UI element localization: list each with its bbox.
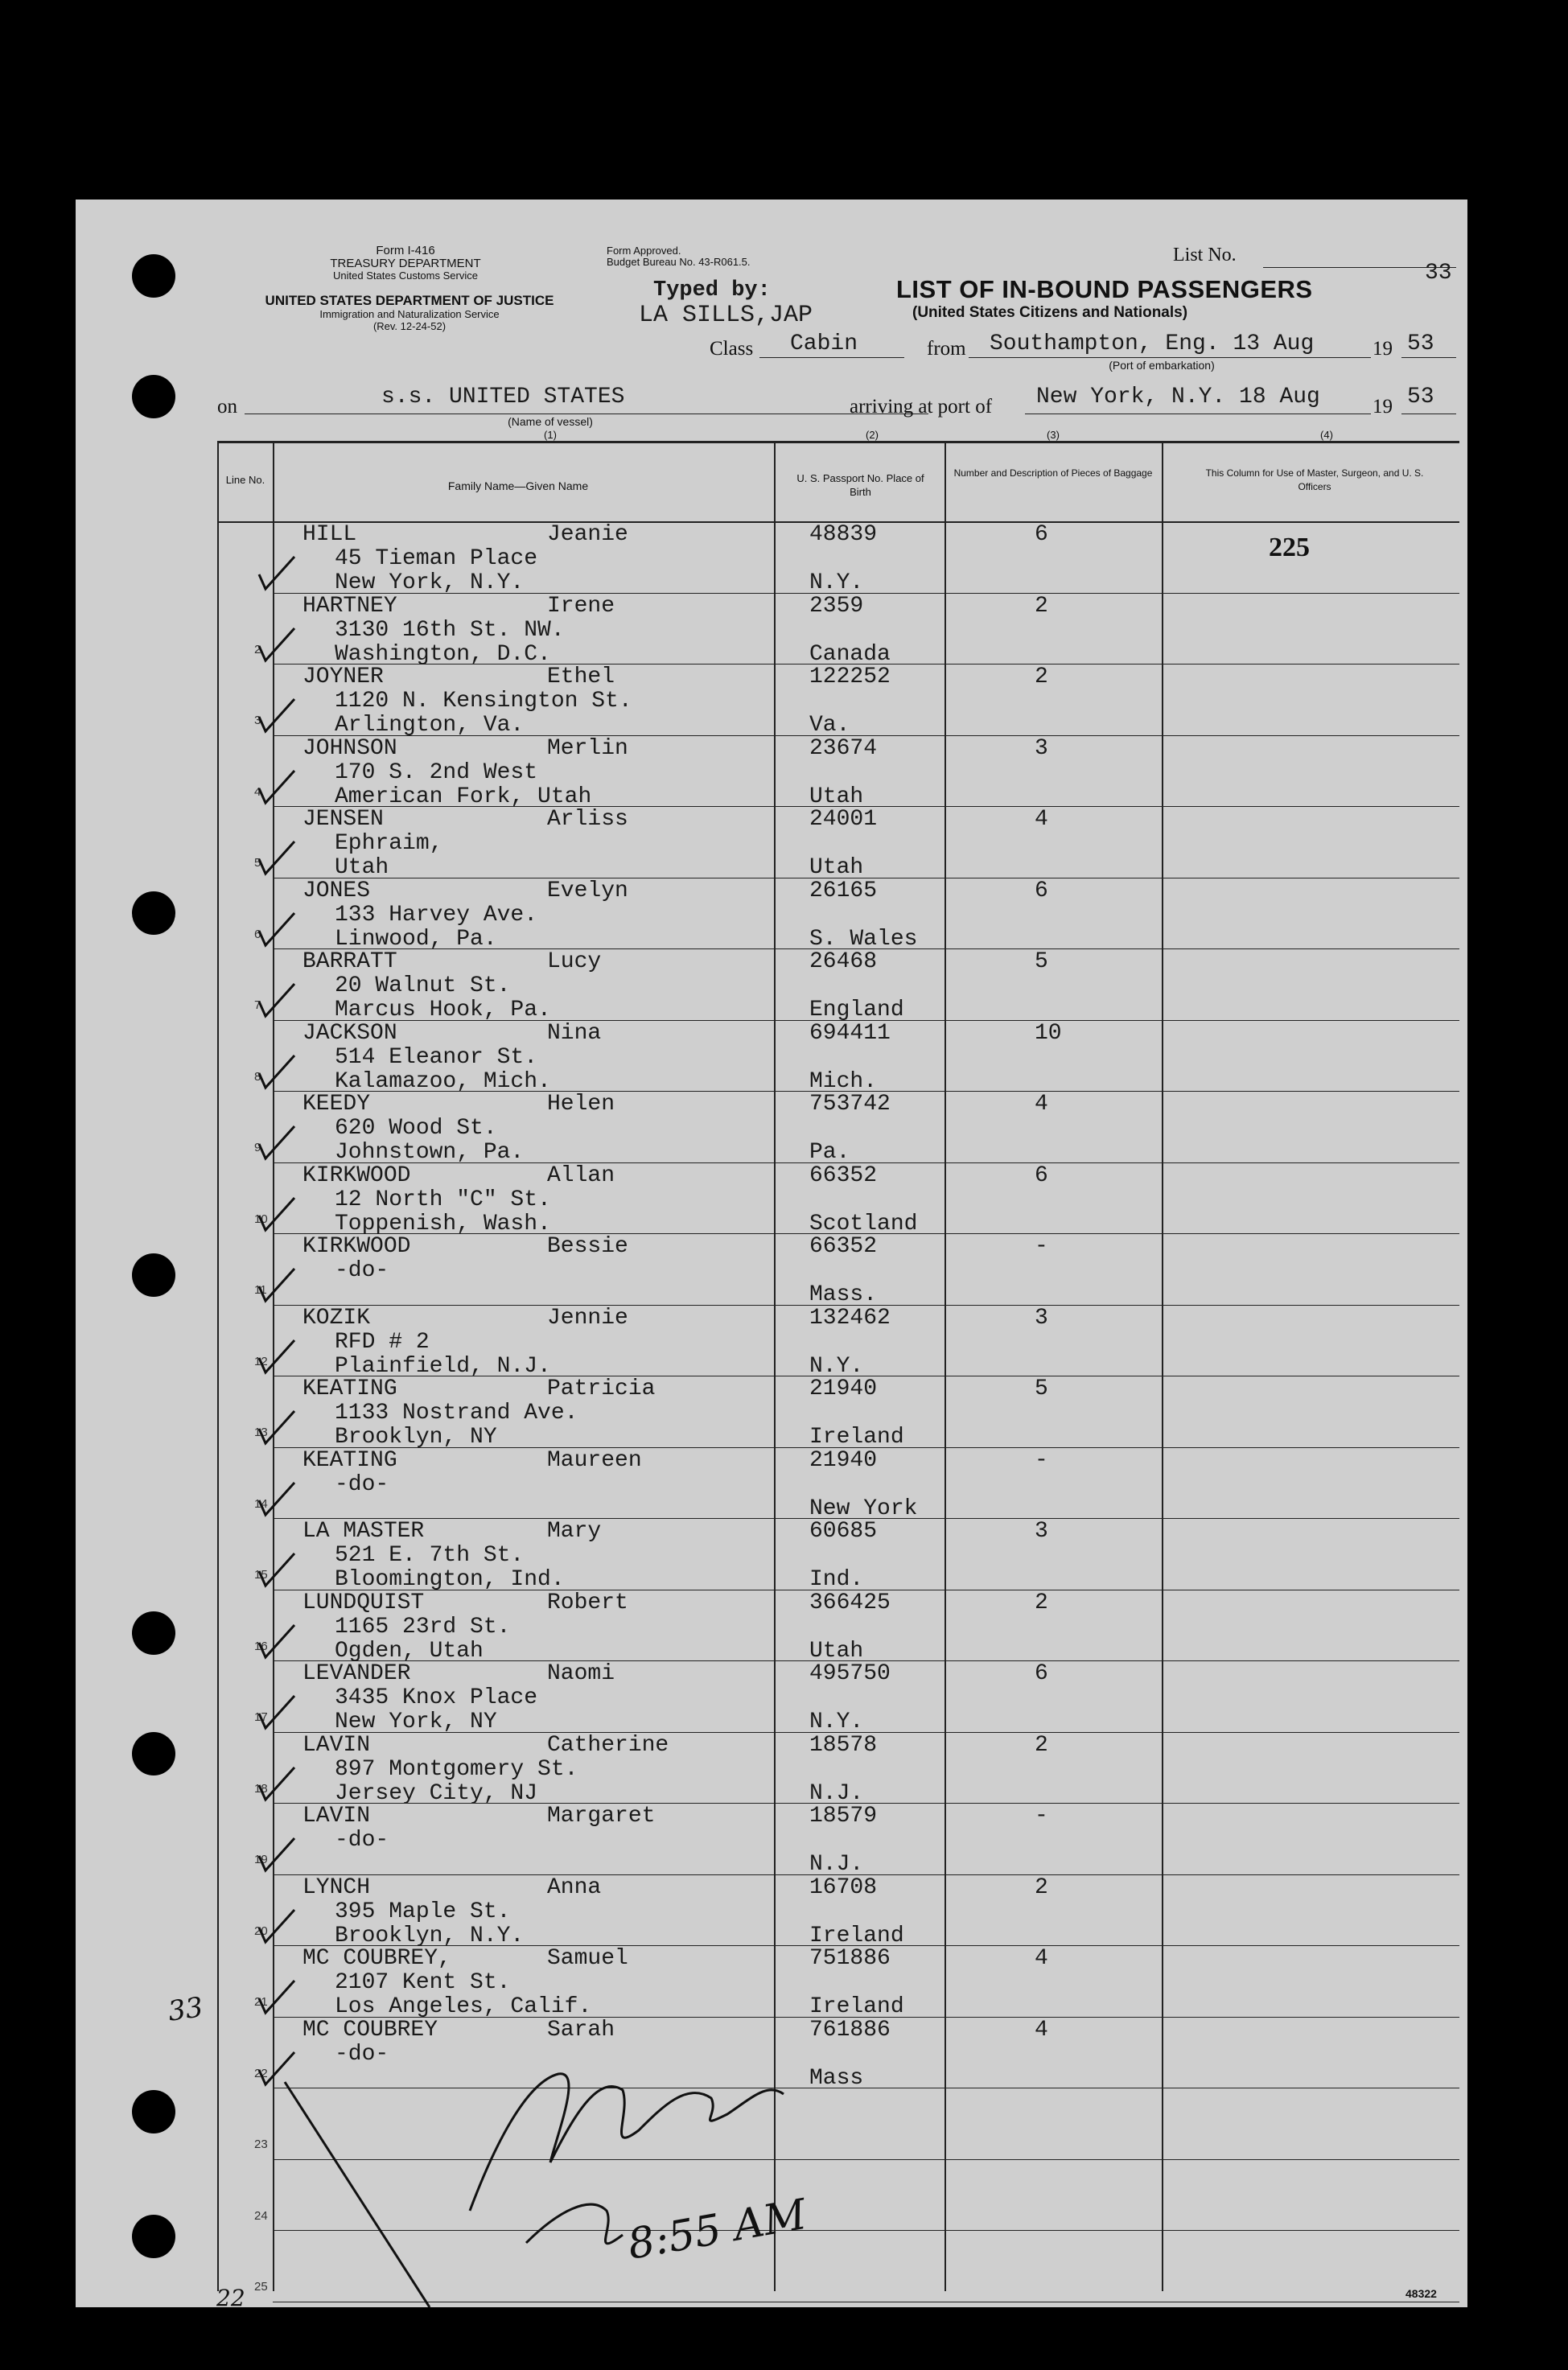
- check-mark-icon: [253, 1049, 301, 1097]
- passport-number: 60685: [809, 1519, 878, 1544]
- line-number: 12: [254, 1354, 268, 1368]
- address-line-1: 45 Tieman Place: [335, 546, 538, 571]
- family-name: KEATING: [302, 1376, 397, 1401]
- address-line-2: Plainfield, N.J.: [335, 1353, 551, 1379]
- family-name: JACKSON: [302, 1020, 397, 1046]
- family-name: JOHNSON: [302, 735, 397, 761]
- address-line-2: Utah: [335, 855, 389, 880]
- place-of-birth: Ireland: [809, 1923, 904, 1948]
- form-subtitle: (United States Citizens and Nationals): [912, 304, 1188, 321]
- line-number: 3: [254, 714, 261, 727]
- address-line-2: New York, N.Y.: [335, 570, 525, 595]
- given-name: Bessie: [547, 1234, 628, 1259]
- passport-number: 761886: [809, 2017, 891, 2043]
- revision-date: (Rev. 12-24-52): [372, 320, 447, 332]
- given-name: Margaret: [547, 1804, 656, 1829]
- check-mark-icon: [253, 1974, 301, 2022]
- baggage-count: 5: [1035, 1376, 1048, 1401]
- passenger-row: [76, 1804, 1467, 1876]
- passport-number: 751886: [809, 1946, 891, 1971]
- address-line-2: Arlington, Va.: [335, 713, 525, 738]
- place-of-birth: Mass: [809, 2065, 864, 2091]
- form-number: Form I-416: [376, 244, 435, 257]
- ins-service: Immigration and Naturalization Service: [319, 308, 500, 320]
- customs-service: United States Customs Service: [333, 270, 478, 282]
- place-of-birth: S. Wales: [809, 926, 918, 952]
- address-line-2: Johnstown, Pa.: [335, 1140, 525, 1165]
- given-name: Mary: [547, 1519, 602, 1544]
- form-approved: Form Approved.: [607, 245, 681, 257]
- address-line-2: Ogden, Utah: [335, 1638, 484, 1664]
- place-of-birth: Ireland: [809, 1994, 904, 2019]
- given-name: Helen: [547, 1092, 615, 1117]
- baggage-count: 4: [1035, 807, 1048, 832]
- passport-number: 21940: [809, 1376, 878, 1401]
- embarkation-year: 53: [1407, 331, 1434, 356]
- col-officers: This Column for Use of Master, Surgeon, and U. S. Officers: [1205, 467, 1424, 492]
- place-of-birth: Mich.: [809, 1068, 878, 1094]
- passport-number: 26165: [809, 878, 878, 903]
- address-line-1: -do-: [335, 1258, 389, 1283]
- place-of-birth: N.J.: [809, 1780, 864, 1806]
- check-mark-icon: [253, 1476, 301, 1524]
- check-mark-icon: [253, 977, 301, 1026]
- passport-number: 694411: [809, 1020, 891, 1046]
- address-line-1: 1120 N. Kensington St.: [335, 689, 632, 714]
- list-number: 33: [1425, 261, 1452, 286]
- arriving-label: arriving at port of: [850, 396, 993, 418]
- given-name: Irene: [547, 593, 615, 619]
- port-caption: (Port of embarkation): [1109, 359, 1215, 372]
- check-mark-icon: [253, 1191, 301, 1240]
- passenger-row: [76, 879, 1467, 951]
- place-of-birth: Mass.: [809, 1282, 878, 1307]
- check-mark-icon: [253, 1832, 301, 1880]
- place-of-birth: Va.: [809, 713, 850, 738]
- family-name: LAVIN: [302, 1732, 371, 1758]
- family-name: LA MASTER: [302, 1519, 425, 1544]
- baggage-count: -: [1035, 1447, 1048, 1473]
- given-name: Nina: [547, 1020, 602, 1046]
- passenger-row: [76, 808, 1467, 879]
- baggage-count: 2: [1035, 593, 1048, 619]
- passenger-row: [76, 1591, 1467, 1663]
- punch-hole: [132, 254, 175, 298]
- family-name: MC COUBREY,: [302, 1946, 451, 1971]
- given-name: Samuel: [547, 1946, 628, 1971]
- address-line-1: 12 North "C" St.: [335, 1187, 551, 1212]
- vessel-caption: (Name of vessel): [508, 415, 593, 428]
- passenger-row: [76, 2161, 1467, 2232]
- line-number: 5: [254, 856, 261, 870]
- passenger-row: [76, 2018, 1467, 2090]
- line-number: 7: [254, 998, 261, 1012]
- family-name: LUNDQUIST: [302, 1590, 425, 1615]
- given-name: Sarah: [547, 2017, 615, 2043]
- baggage-count: 3: [1035, 735, 1048, 761]
- form-title: LIST OF IN-BOUND PASSENGERS: [896, 275, 1313, 303]
- baggage-count: 2: [1035, 1874, 1048, 1900]
- given-name: Robert: [547, 1590, 628, 1615]
- embarkation-port: Southampton, Eng. 13 Aug: [990, 331, 1315, 356]
- line-number: 13: [254, 1426, 268, 1439]
- family-name: JOYNER: [302, 665, 384, 689]
- passenger-row: [76, 1876, 1467, 1948]
- col-baggage: Number and Description of Pieces of Baggage: [953, 467, 1153, 479]
- baggage-count: -: [1035, 1804, 1048, 1829]
- address-line-1: 3435 Knox Place: [335, 1685, 538, 1710]
- address-line-2: Brooklyn, NY: [335, 1425, 497, 1450]
- baggage-count: 3: [1035, 1305, 1048, 1331]
- passenger-row: [76, 2089, 1467, 2161]
- check-mark-icon: [253, 1689, 301, 1738]
- vessel-name: s.s. UNITED STATES: [381, 385, 625, 409]
- baggage-count: 5: [1035, 949, 1048, 974]
- place-of-birth: England: [809, 998, 904, 1022]
- address-line-1: 521 E. 7th St.: [335, 1543, 525, 1568]
- address-line-1: 2107 Kent St.: [335, 1970, 511, 1995]
- table-top-rule: [217, 441, 1459, 443]
- address-line-1: RFD # 2: [335, 1329, 430, 1355]
- arrival-port: New York, N.Y. 18 Aug: [1036, 385, 1320, 409]
- address-line-1: 395 Maple St.: [335, 1899, 511, 1924]
- baggage-count: 10: [1035, 1020, 1062, 1046]
- line-number: 20: [254, 1924, 268, 1938]
- address-line-1: 3130 16th St. NW.: [335, 617, 565, 643]
- passport-number: 26468: [809, 949, 878, 974]
- line-number: 8: [254, 1069, 261, 1084]
- passport-number: 495750: [809, 1661, 891, 1686]
- check-mark-icon: [253, 835, 301, 883]
- address-line-1: 1133 Nostrand Ave.: [335, 1401, 578, 1426]
- passport-number: 23674: [809, 735, 878, 761]
- place-of-birth: New York: [809, 1496, 918, 1521]
- place-of-birth: Canada: [809, 641, 891, 667]
- check-mark-icon: [253, 1903, 301, 1952]
- line-number: 4: [254, 784, 261, 799]
- line-number: 15: [254, 1568, 268, 1582]
- given-name: Lucy: [547, 949, 602, 974]
- place-of-birth: Scotland: [809, 1211, 918, 1236]
- line-number: 9: [254, 1141, 261, 1154]
- on-label: on: [217, 396, 237, 418]
- family-name: KEEDY: [302, 1092, 371, 1117]
- baggage-count: 4: [1035, 1946, 1048, 1971]
- check-mark-icon: [253, 1334, 301, 1382]
- passenger-row: [76, 950, 1467, 1022]
- passenger-row: [76, 1734, 1467, 1805]
- check-mark-icon: [253, 764, 301, 813]
- address-line-2: American Fork, Utah: [335, 784, 592, 809]
- passenger-row: [76, 1235, 1467, 1306]
- passport-number: 753742: [809, 1092, 891, 1117]
- passenger-list-form: Form I-416 TREASURY DEPARTMENT United States Customs Service UNITED STATES DEPARTMENT OF JUSTICE Immigration and Naturalization Service (Rev. 12-24-52) Form Approved. Budget Bureau No. 43-R061.5. Typed by: LA SILLS,JAP List No. 33 LIST OF IN-BOUND PASSENGERS (United States Citizens and Nationals) Class Cabin from Southampton, Eng. 13 Aug 19 53 (Port of embarkation) on s.s. UNITED STATES (Name of vessel) (1) arriving at port of New York, N.Y. 18 Aug 19 53 (2) (3) (4) Line No. Family Name—Given Name U. S. Passport No. Place of Birth Number and Description of Pieces of Baggage This Column for Use of Master, Surgeon, and U. S. Officers 225 HILL Jeanie 45 Tieman Place New York, N.Y. 48839 N.Y. 6 2 HARTNEY Irene 3130 16th St. NW. Washington, D.C. 2359 Canada 2 3 JOYNER Ethel 1120 N. Kensington St. Arlington, Va. 122252 Va. 2 4 JOHNSON Merlin 170 S. 2nd West American Fork, Utah 23674 Utah 3 5 JENSEN Arliss Ephraim, Utah 24001 Utah 4 6 JONES Evelyn 133 Harvey Ave. Linwood, Pa. 26165 S. Wales 6 7 BARRATT Lucy 20 Walnut St. Marcus Hook, Pa. 26468 England 5 8 JACKSON Nina 514 Eleanor St. Kalamazoo, Mich. 694411 Mich. 10 9 KEEDY Helen 620 Wood St. Johnstown, Pa. 753742 Pa. 4 10 KIRKWOOD Allan 12 North "C" St. Toppenish, Wash. 66352 Scotland 6 11 KIRKWOOD Bessie -do- 66352 Mass. - 12 KOZIK Jennie RFD # 2 Plainfield, N.J. 132462 N.Y. 3 13 KEATING Patricia 1133 Nostrand Ave. Brooklyn, NY 21940 Ireland 5 14 KEATING Maureen -do- 21940 New York - 15 LA MASTER Mary 521 E. 7th St. Bloomington, Ind. 60685 Ind. 3 16 LUNDQUIST Robert 1165 23rd St. Ogden, Utah 366425 Utah 2 17 LEVANDER Naomi 3435 Knox Place New York, NY 495750 N.Y. 6 18 LAVIN Catherine 897 Montgomery St. Jersey City, NJ 18578 N.J. 2 19 LAVIN Margaret -do- 18579 N.J. - 20 LYNCH Anna 395 Maple St. Brooklyn, N.Y. 16708 Ireland 2 21 MC COUBREY, Samuel 2107 Kent St. Los Angeles, Calif. 751886 Ireland 4 22 MC COUBREY Sarah -do- 761886 Mass 4 23 24 25 33 22 48322 8:55 AM: [76, 200, 1467, 2307]
- family-name: HILL: [302, 522, 357, 547]
- passport-number: 66352: [809, 1162, 878, 1188]
- address-line-1: -do-: [335, 1828, 389, 1853]
- address-line-2: Bloomington, Ind.: [335, 1567, 565, 1592]
- passport-number: 48839: [809, 522, 878, 547]
- baggage-count: 4: [1035, 2017, 1048, 2043]
- address-line-2: Toppenish, Wash.: [335, 1211, 551, 1236]
- address-line-2: Los Angeles, Calif.: [335, 1994, 592, 2019]
- line-number: 17: [254, 1710, 268, 1724]
- family-name: JENSEN: [302, 807, 384, 832]
- line-number: 21: [254, 1995, 268, 2009]
- passenger-row: [76, 2232, 1467, 2303]
- line-number: 19: [254, 1853, 268, 1866]
- address-line-1: 133 Harvey Ave.: [335, 902, 538, 928]
- address-line-1: -do-: [335, 2041, 389, 2067]
- address-line-2: Linwood, Pa.: [335, 926, 497, 952]
- check-mark-icon: [253, 1405, 301, 1453]
- line-number: 16: [254, 1639, 268, 1653]
- address-line-2: Jersey City, NJ: [335, 1780, 538, 1806]
- list-no-label: List No.: [1173, 245, 1237, 265]
- signature-time: 8:55 AM: [623, 2190, 810, 2269]
- family-name: MC COUBREY: [302, 2017, 438, 2043]
- passenger-row: [76, 1377, 1467, 1449]
- baggage-count: 3: [1035, 1519, 1048, 1544]
- baggage-count: 6: [1035, 878, 1048, 903]
- address-line-2: New York, NY: [335, 1710, 497, 1734]
- address-line-1: 1165 23rd St.: [335, 1614, 511, 1640]
- address-line-1: -do-: [335, 1471, 389, 1497]
- given-name: Arliss: [547, 807, 628, 832]
- given-name: Jeanie: [547, 522, 628, 547]
- address-line-1: 170 S. 2nd West: [335, 759, 538, 785]
- passenger-row: [76, 1164, 1467, 1236]
- col-passport: U. S. Passport No. Place of Birth: [796, 472, 924, 498]
- arrival-year: 53: [1407, 385, 1434, 409]
- col-family-name: Family Name—Given Name: [447, 479, 589, 492]
- passenger-row: [76, 1306, 1467, 1378]
- passenger-row: [76, 1449, 1467, 1520]
- passenger-row: [76, 1520, 1467, 1591]
- address-line-1: 20 Walnut St.: [335, 973, 511, 998]
- passport-number: 24001: [809, 807, 878, 832]
- address-line-1: Ephraim,: [335, 831, 443, 856]
- check-mark-icon: [253, 2046, 301, 2094]
- family-name: LEVANDER: [302, 1661, 411, 1686]
- check-mark-icon: [253, 1120, 301, 1168]
- bottom-note: 22: [216, 2285, 245, 2307]
- place-of-birth: N.Y.: [809, 1710, 864, 1734]
- given-name: Anna: [547, 1874, 602, 1900]
- baggage-count: 2: [1035, 1732, 1048, 1758]
- given-name: Evelyn: [547, 878, 628, 903]
- typed-by-value: LA SILLS,JAP: [639, 302, 813, 329]
- place-of-birth: Ind.: [809, 1567, 864, 1592]
- family-name: KEATING: [302, 1447, 397, 1473]
- passport-number: 122252: [809, 665, 891, 689]
- family-name: KIRKWOOD: [302, 1162, 411, 1188]
- place-of-birth: Utah: [809, 855, 864, 880]
- family-name: JONES: [302, 878, 371, 903]
- address-line-1: 620 Wood St.: [335, 1116, 497, 1141]
- passenger-row: [76, 595, 1467, 666]
- passport-number: 366425: [809, 1590, 891, 1615]
- officer-note: 225: [1269, 533, 1310, 562]
- from-label: from: [927, 338, 966, 360]
- check-mark-icon: [253, 550, 301, 599]
- baggage-count: 6: [1035, 1162, 1048, 1188]
- passenger-row: [76, 737, 1467, 809]
- margin-note: 33: [166, 1991, 205, 2028]
- address-line-1: 514 Eleanor St.: [335, 1044, 538, 1070]
- place-of-birth: Utah: [809, 1638, 864, 1664]
- baggage-count: 4: [1035, 1092, 1048, 1117]
- line-number: 14: [254, 1496, 268, 1511]
- class-label: Class: [710, 338, 754, 360]
- line-number: 24: [254, 2208, 268, 2223]
- line-number: 11: [254, 1283, 267, 1297]
- address-line-2: Washington, D.C.: [335, 641, 551, 667]
- place-of-birth: Pa.: [809, 1140, 850, 1165]
- baggage-count: 6: [1035, 1661, 1048, 1686]
- baggage-count: -: [1035, 1234, 1048, 1259]
- passport-number: 18578: [809, 1732, 878, 1758]
- passport-number: 2359: [809, 593, 864, 619]
- punch-hole: [132, 375, 175, 418]
- line-number: 2: [254, 642, 261, 656]
- family-name: BARRATT: [302, 949, 397, 974]
- passport-number: 16708: [809, 1874, 878, 1900]
- justice-dept: UNITED STATES DEPARTMENT OF JUSTICE: [265, 293, 554, 308]
- given-name: Jennie: [547, 1305, 628, 1331]
- given-name: Ethel: [547, 665, 615, 689]
- given-name: Merlin: [547, 735, 628, 761]
- family-name: KIRKWOOD: [302, 1234, 411, 1259]
- line-number: 22: [254, 2066, 268, 2080]
- passport-number: 18579: [809, 1804, 878, 1829]
- given-name: Catherine: [547, 1732, 669, 1758]
- passport-number: 132462: [809, 1305, 891, 1331]
- passenger-row: [76, 523, 1467, 595]
- place-of-birth: Utah: [809, 784, 864, 809]
- form-code: 48322: [1405, 2287, 1437, 2300]
- baggage-count: 2: [1035, 1590, 1048, 1615]
- family-name: HARTNEY: [302, 593, 397, 619]
- check-mark-icon: [253, 1547, 301, 1595]
- passenger-row: [76, 665, 1467, 737]
- place-of-birth: N.J.: [809, 1852, 864, 1877]
- baggage-count: 2: [1035, 665, 1048, 689]
- check-mark-icon: [253, 1761, 301, 1809]
- address-line-2: Marcus Hook, Pa.: [335, 998, 551, 1022]
- given-name: Naomi: [547, 1661, 615, 1686]
- col-line-no: Line No.: [225, 474, 265, 486]
- address-line-2: Brooklyn, N.Y.: [335, 1923, 525, 1948]
- given-name: Maureen: [547, 1447, 642, 1473]
- passenger-row: [76, 1947, 1467, 2018]
- passenger-row: [76, 1092, 1467, 1164]
- typed-by-label: Typed by:: [653, 278, 771, 302]
- check-mark-icon: [253, 907, 301, 955]
- treasury-dept: TREASURY DEPARTMENT: [330, 257, 481, 270]
- line-number: 18: [254, 1781, 268, 1796]
- passenger-row: [76, 1662, 1467, 1734]
- given-name: Patricia: [547, 1376, 656, 1401]
- line-number: 10: [254, 1212, 268, 1226]
- check-mark-icon: [253, 1619, 301, 1667]
- line-number: 23: [254, 2138, 268, 2151]
- passport-number: 66352: [809, 1234, 878, 1259]
- address-line-1: 897 Montgomery St.: [335, 1756, 578, 1782]
- passport-number: 21940: [809, 1447, 878, 1473]
- check-mark-icon: [253, 622, 301, 670]
- class-value: Cabin: [790, 331, 858, 356]
- given-name: Allan: [547, 1162, 615, 1188]
- passenger-row: [76, 1022, 1467, 1093]
- place-of-birth: N.Y.: [809, 570, 864, 595]
- line-number: 6: [254, 927, 261, 941]
- check-mark-icon: [253, 693, 301, 741]
- line-number: 25: [254, 2280, 268, 2294]
- place-of-birth: N.Y.: [809, 1353, 864, 1379]
- family-name: KOZIK: [302, 1305, 371, 1331]
- budget-bureau: Budget Bureau No. 43-R061.5.: [607, 256, 751, 268]
- place-of-birth: Ireland: [809, 1425, 904, 1450]
- baggage-count: 6: [1035, 522, 1048, 547]
- family-name: LAVIN: [302, 1804, 371, 1829]
- family-name: LYNCH: [302, 1874, 371, 1900]
- address-line-2: Kalamazoo, Mich.: [335, 1068, 551, 1094]
- check-mark-icon: [253, 1262, 301, 1310]
